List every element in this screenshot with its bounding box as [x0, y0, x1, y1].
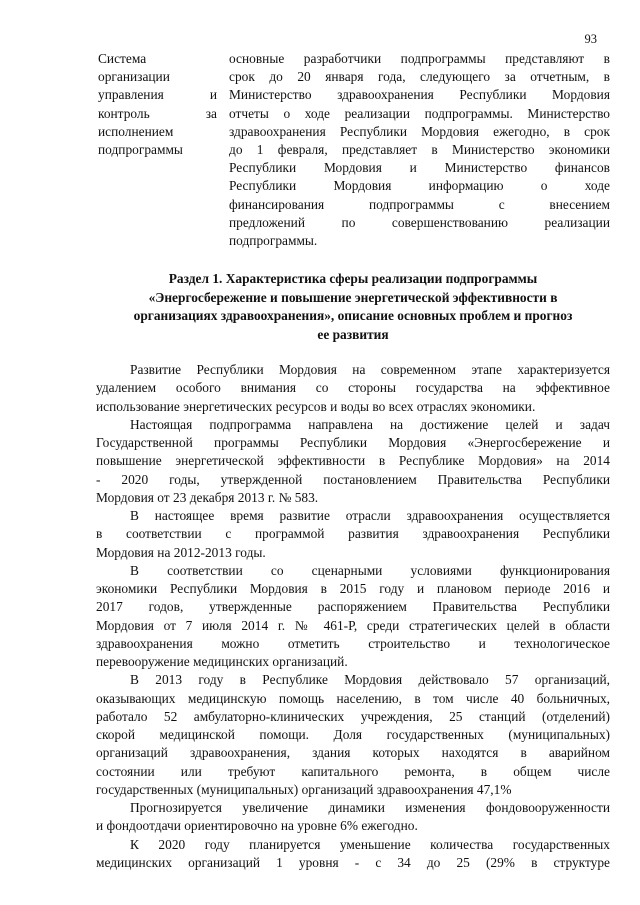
table-left-line — [98, 86, 223, 104]
table-left-text: Система — [98, 51, 147, 66]
paragraph — [96, 507, 610, 562]
paragraph-line: повышение энергетической эффективности в Республике Мордовия» на 2014 — [96, 453, 610, 469]
paragraph — [96, 799, 610, 836]
table-left-suffix: за — [205, 105, 217, 121]
paragraph-line: оказывающих медицинскую помощь населению, в том числе 40 больничных, — [96, 690, 610, 706]
paragraph-line: экономики Республики Мордовия в 2015 году и плановом периоде 2016 и — [96, 581, 610, 596]
table-left-line — [98, 50, 223, 68]
responsibility-table — [98, 50, 610, 250]
paragraph-line: организаций здравоохранения, здания которых находятся в аварийном — [96, 745, 610, 761]
table-right-cell — [223, 50, 610, 250]
paragraph-line: скорой медицинской помощи. Доля государственных (муниципальных) — [96, 727, 610, 742]
table-left-line — [98, 141, 223, 159]
paragraph-line: Мордовия от 23 декабря 2013 г. № 583. — [96, 489, 319, 505]
table-right-line: предложений по совершенствованию реализации — [229, 214, 610, 230]
table-right-line: срок до 20 января года, следующего за отчетным, в — [229, 69, 610, 85]
paragraph-line: работало 52 амбулаторно-клинических учреждения, 25 станций (отделений) — [96, 708, 610, 724]
table-right-line: Министерство здравоохранения Республики Мордовия — [229, 87, 610, 103]
section-title-line: «Энергосбережение и повышение энергетической эффективности в — [148, 289, 558, 305]
table-left-line — [98, 105, 223, 123]
paragraph — [96, 416, 610, 507]
table-right-line: подпрограммы. — [229, 232, 318, 248]
paragraph — [96, 671, 610, 799]
paragraph — [96, 562, 610, 672]
paragraph-line: состоянии или требуют капитального ремонта, в общем числе — [96, 763, 610, 779]
table-left-text: организации — [98, 69, 170, 85]
paragraph — [96, 836, 610, 873]
table-left-text: исполнением — [98, 123, 174, 139]
paragraph-line: Государственной программы Республики Мордовия «Энергосбережение и — [96, 435, 610, 450]
paragraph-line: В настоящее время развитие отрасли здравоохранения осуществляется — [130, 508, 610, 523]
table-left-line — [98, 68, 223, 86]
table-right-line: отчеты о ходе реализации подпрограммы. Министерство — [229, 105, 610, 121]
section-title-line: ее развития — [317, 326, 389, 342]
paragraph-line: В соответствии со сценарными условиями функционирования — [130, 562, 610, 578]
paragraph-line: 2017 годов, утвержденные распоряжением Правительства Республики — [96, 599, 610, 615]
paragraph-line: здравоохранения можно отметить строительство и технологическое — [96, 635, 610, 651]
table-right-line: Республики Мордовия и Министерство финансов — [229, 160, 610, 176]
paragraph-line: медицинских организаций 1 уровня - с 34 до 25 (29% в структуре — [96, 854, 610, 870]
table-left-text: подпрограммы — [98, 141, 183, 157]
table-left-suffix: и — [209, 87, 217, 103]
paragraph-line: в соответствии с программой развития здравоохранения Республики — [96, 526, 610, 542]
body-text — [96, 361, 610, 872]
paragraph-line: В 2013 году в Республике Мордовия действовало 57 организаций, — [130, 672, 610, 688]
table-right-line: основные разработчики подпрограммы представляют в — [229, 51, 610, 66]
paragraph-line: Мордовия на 2012-2013 годы. — [96, 544, 266, 560]
section-title — [96, 270, 610, 344]
table-left-text: управления — [98, 87, 164, 103]
table-right-line: Республики Мордовия информацию о ходе — [229, 178, 610, 194]
paragraph-line: - 2020 годы, утвержденной постановлением Правительства Республики — [96, 471, 610, 487]
table-left-text: контроль — [98, 105, 150, 121]
paragraph-line: использование энергетических ресурсов и воды во всех отраслях экономики. — [96, 398, 536, 414]
table-left-line — [98, 123, 223, 141]
table-right-line: финансирования подпрограммы с внесением — [229, 196, 610, 212]
paragraph-line: удалением особого внимания со стороны государства на эффективное — [96, 380, 610, 396]
paragraph-line: Прогнозируется увеличение динамики изменения фондовооруженности — [130, 800, 610, 815]
paragraph-line: перевооружение медицинских организаций. — [96, 654, 348, 669]
paragraph-line: и фондоотдачи ориентировочно на уровне 6% ежегодно. — [96, 818, 418, 834]
page-number: 93 — [584, 32, 597, 46]
paragraph-line: Развитие Республики Мордовия на современном этапе характеризуется — [130, 362, 610, 377]
section-title-line: Раздел 1. Характеристика сферы реализации подпрограммы — [168, 271, 538, 286]
paragraph-line: К 2020 году планируется уменьшение количества государственных — [130, 836, 610, 852]
paragraph-line: Мордовия от 7 июля 2014 г. № 461-Р, среди стратегических целей в области — [96, 617, 610, 633]
table-left-cell — [98, 50, 223, 250]
table-right-line: здравоохранения Республики Мордовия ежегодно, в срок — [229, 123, 610, 139]
table-right-line: до 1 февраля, представляет в Министерство экономики — [229, 141, 610, 157]
paragraph — [96, 361, 610, 416]
section-title-line: организациях здравоохранения», описание основных проблем и прогноз — [133, 308, 573, 323]
paragraph-line: государственных (муниципальных) организаций здравоохранения 47,1% — [96, 781, 512, 797]
paragraph-line: Настоящая подпрограмма направлена на достижение целей и задач — [130, 416, 610, 432]
